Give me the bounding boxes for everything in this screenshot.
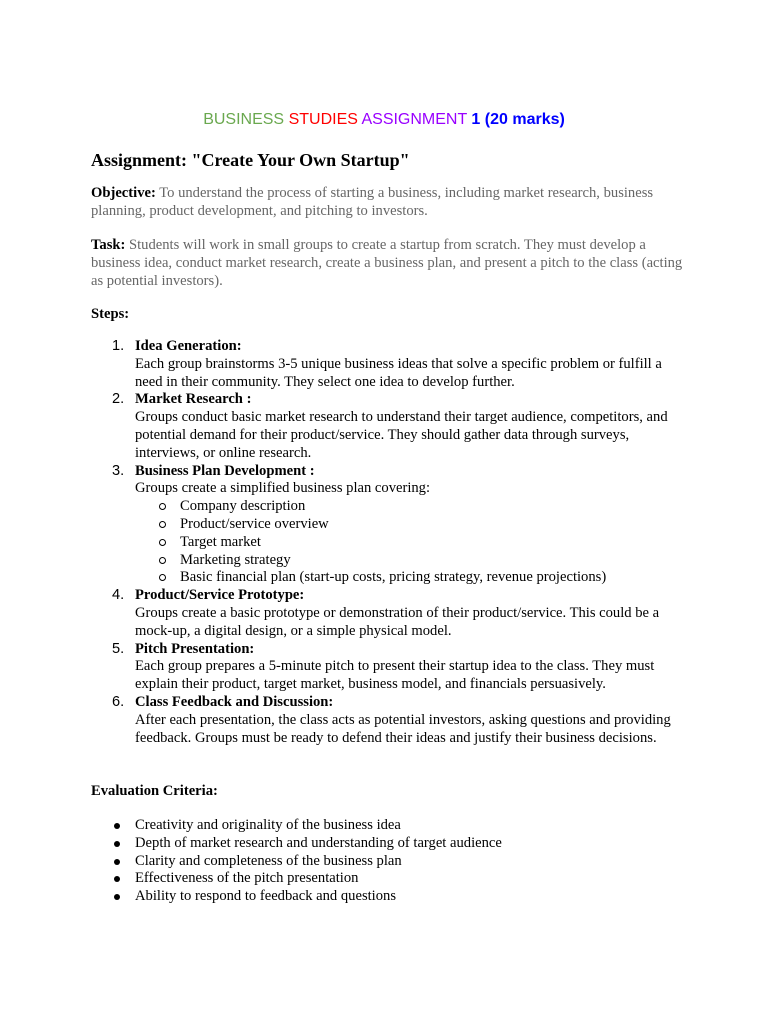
- step-description: Each group brainstorms 3-5 unique business ideas that solve a specific problem or fulfill a need in their community. They select one idea to develop further.: [135, 355, 662, 390]
- step-item: [91, 391, 691, 462]
- list-item: [91, 853, 691, 871]
- step-title: Business Plan Development :: [135, 462, 315, 479]
- objective-paragraph: [91, 184, 691, 220]
- title-part-assignment: ASSIGNMENT: [361, 111, 467, 128]
- step-title: Pitch Presentation:: [135, 640, 255, 657]
- step-description: Each group prepares a 5-minute pitch to present their startup idea to the class. They must explain their product, target market, business model, and financials persuasively.: [135, 658, 655, 693]
- hollow-circle-bullet-icon: [159, 503, 166, 510]
- step-number: 5.: [112, 640, 125, 657]
- list-item: [91, 870, 691, 888]
- list-item-text: Target market: [180, 533, 261, 550]
- step-description: After each presentation, the class acts as potential investors, asking questions and providing feedback. Groups must be ready to defend their ideas and justify their business decisions.: [135, 711, 671, 746]
- step-title: Product/Service Prototype:: [135, 587, 305, 604]
- task-paragraph: [91, 236, 691, 290]
- evaluation-list: [91, 817, 691, 906]
- title-part-business: BUSINESS: [203, 111, 285, 128]
- list-item-text: Company description: [180, 498, 306, 515]
- evaluation-heading: Evaluation Criteria:: [91, 783, 218, 799]
- step-number: 4.: [112, 587, 125, 604]
- filled-circle-bullet-icon: [114, 859, 120, 865]
- list-item: [135, 516, 691, 534]
- list-item-text: Marketing strategy: [180, 551, 291, 568]
- steps-heading: Steps:: [91, 306, 130, 322]
- step-title: Market Research :: [135, 391, 252, 408]
- task-text: Students will work in small groups to create a startup from scratch. They must develop a business idea, conduct market research, create a business plan, and present a pitch to the class (acting as potential investors).: [91, 237, 683, 289]
- objective-text: To understand the process of starting a business, including market research, business planning, product development, and pitching to investors.: [91, 185, 654, 219]
- list-item-text: Ability to respond to feedback and questions: [135, 888, 397, 905]
- list-item-text: Product/service overview: [180, 515, 329, 532]
- steps-list: [91, 338, 691, 747]
- hollow-circle-bullet-icon: [159, 521, 166, 528]
- step-description: Groups conduct basic market research to understand their target audience, competitors, and potential demand for their product/service. They should gather data through surveys, interviews, or online research.: [135, 409, 668, 461]
- title-part-marks: 1 (20 marks): [471, 111, 565, 128]
- list-item: [91, 835, 691, 853]
- list-item: [135, 569, 691, 587]
- list-item: [135, 498, 691, 516]
- step-title: Idea Generation:: [135, 338, 242, 354]
- filled-circle-bullet-icon: [114, 894, 120, 900]
- list-item-text: Depth of market research and understanding of target audience: [135, 834, 502, 851]
- list-item: [135, 552, 691, 570]
- list-item: [91, 888, 691, 906]
- step-item: [91, 694, 691, 747]
- step-number: 1.: [112, 338, 125, 354]
- title-part-studies: STUDIES: [288, 111, 358, 128]
- objective-label: Objective:: [91, 185, 156, 201]
- step-title: Class Feedback and Discussion:: [135, 693, 334, 710]
- step-number: 3.: [112, 462, 125, 479]
- filled-circle-bullet-icon: [114, 841, 120, 847]
- task-label: Task:: [91, 237, 126, 253]
- step-number: 6.: [112, 693, 125, 710]
- list-item-text: Clarity and completeness of the business plan: [135, 852, 402, 869]
- hollow-circle-bullet-icon: [159, 539, 166, 546]
- filled-circle-bullet-icon: [114, 823, 120, 829]
- document-title: [0, 109, 768, 131]
- step-description: Groups create a simplified business plan covering:: [135, 480, 431, 497]
- step-item: [91, 463, 691, 588]
- list-item: [91, 817, 691, 835]
- hollow-circle-bullet-icon: [159, 557, 166, 564]
- business-plan-list: [135, 498, 691, 587]
- step-item: [91, 587, 691, 640]
- filled-circle-bullet-icon: [114, 876, 120, 882]
- list-item-text: Basic financial plan (start-up costs, pricing strategy, revenue projections): [180, 569, 607, 586]
- step-number: 2.: [112, 391, 125, 408]
- step-description: Groups create a basic prototype or demonstration of their product/service. This could be a mock-up, a digital design, or a simple physical model.: [135, 604, 660, 639]
- hollow-circle-bullet-icon: [159, 574, 166, 581]
- list-item-text: Creativity and originality of the business idea: [135, 817, 401, 833]
- list-item-text: Effectiveness of the pitch presentation: [135, 870, 359, 887]
- step-item: [91, 338, 691, 391]
- step-item: [91, 641, 691, 694]
- assignment-subtitle: Assignment: "Create Your Own Startup": [91, 150, 410, 170]
- list-item: [135, 534, 691, 552]
